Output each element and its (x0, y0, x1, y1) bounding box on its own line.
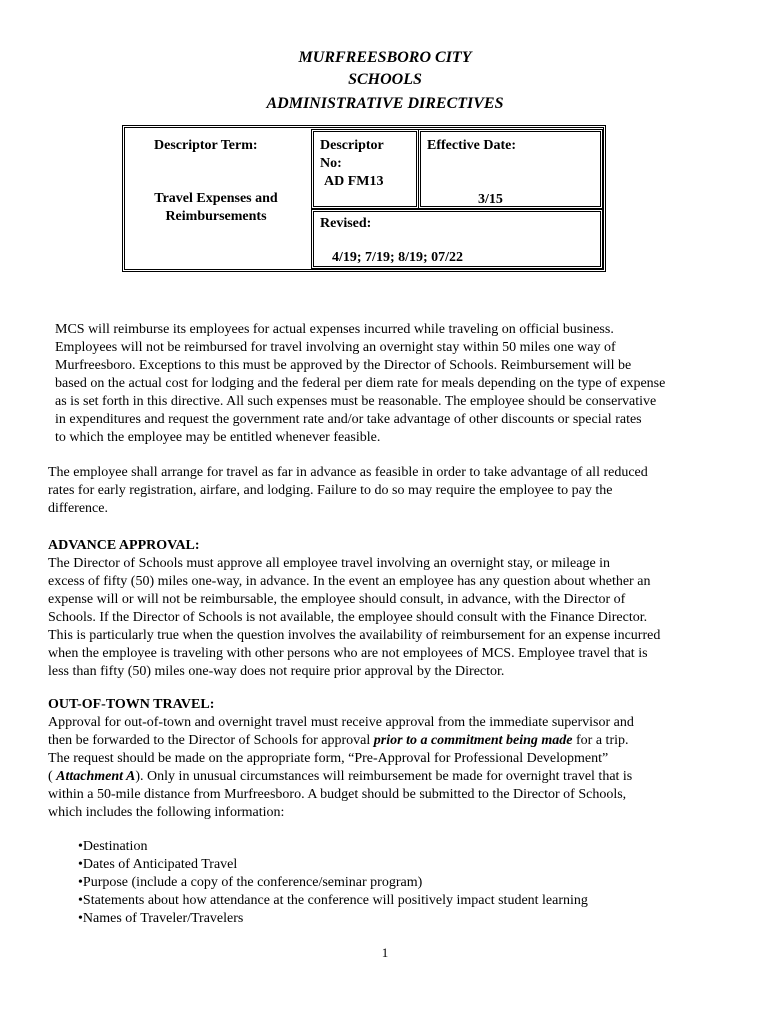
title-line-3: ADMINISTRATIVE DIRECTIVES (266, 95, 504, 112)
arrange-line: rates for early registration, airfare, and lodging. Failure to do so may require the employee to pay the (48, 483, 613, 498)
advance-line: less than fifty (50) miles one-way does not require prior approval by the Director. (48, 664, 505, 679)
intro-line: based on the actual cost for lodging and the federal per diem rate for meals depending on the type of expense (55, 376, 666, 391)
descriptor-term-line-2: Reimbursements (165, 209, 267, 224)
out-of-town-line-part: for a trip. (572, 733, 629, 748)
advance-approval-paragraph (48, 555, 684, 681)
arrange-line: difference. (48, 501, 108, 516)
list-item: • Dates of Anticipated Travel (78, 856, 588, 874)
out-of-town-line-part: ( (48, 769, 57, 784)
list-item: • Destination (78, 838, 588, 856)
descriptor-term-label: Descriptor Term: (154, 138, 258, 153)
out-of-town-line: within a 50-mile distance from Murfreesboro. A budget should be submitted to the Director of Schools, (48, 787, 627, 802)
descriptor-no-value: AD FM13 (324, 174, 384, 189)
descriptor-no-label-2: No: (320, 156, 342, 171)
intro-line: as is set forth in this directive. All such expenses must be reasonable. The employee should be conservative (55, 394, 657, 409)
prior-commitment-emphasis: prior to a commitment being made (373, 733, 573, 748)
advance-line: The Director of Schools must approve all employee travel involving an overnight stay, or mileage in (48, 556, 611, 571)
out-of-town-line-part: ). Only in unusual circumstances will reimbursement be made for overnight travel that is (135, 769, 633, 784)
descriptor-term-line-1: Travel Expenses and (154, 191, 278, 206)
out-of-town-line (48, 732, 687, 750)
title-line-2: SCHOOLS (348, 71, 422, 88)
intro-line: Employees will not be reimbursed for travel involving an overnight stay within 50 miles one way of (55, 340, 616, 355)
effective-date-label: Effective Date: (427, 138, 517, 153)
descriptor-no-label-1: Descriptor (320, 138, 384, 153)
attachment-a-reference: Attachment A (56, 769, 136, 784)
revised-value: 4/19; 7/19; 8/19; 07/22 (332, 250, 464, 265)
list-item: • Names of Traveler/Travelers (78, 910, 588, 928)
advance-line: This is particularly true when the question involves the availability of reimbursement for an expense incurred (48, 628, 661, 643)
intro-paragraph (55, 321, 688, 447)
advance-line: Schools. If the Director of Schools is not available, the employee should consult with the Finance Director. (48, 610, 648, 625)
out-of-town-paragraph (48, 714, 687, 822)
advance-line: expense will or will not be reimbursable, the employee should consult, in advance, with the Director of (48, 592, 626, 607)
page-number: 1 (381, 945, 389, 960)
arrange-line: The employee shall arrange for travel as far in advance as feasible in order to take advantage of all reduced (48, 465, 648, 480)
advance-line: when the employee is traveling with other persons who are not employees of MCS. Employee travel that is (48, 646, 648, 661)
out-of-town-line: which includes the following information: (48, 805, 285, 820)
list-item: • Purpose (include a copy of the conference/seminar program) (78, 874, 588, 892)
intro-line: in expenditures and request the government rate and/or take advantage of other discounts or special rates (55, 412, 642, 427)
out-of-town-line: Approval for out-of-town and overnight travel must receive approval from the immediate supervisor and (48, 715, 634, 730)
out-of-town-line (48, 768, 687, 786)
out-of-town-line: The request should be made on the appropriate form, “Pre-Approval for Professional Development” (48, 751, 609, 766)
intro-line: Murfreesboro. Exceptions to this must be approved by the Director of Schools. Reimbursement will be (55, 358, 632, 373)
descriptor-no-cell (311, 129, 419, 209)
intro-line: MCS will reimburse its employees for actual expenses incurred while traveling on official business. (55, 322, 614, 337)
advance-approval-heading: ADVANCE APPROVAL: (48, 538, 200, 553)
intro-line: to which the employee may be entitled whenever feasible. (55, 430, 381, 445)
effective-date-value: 3/15 (478, 192, 503, 207)
arrange-paragraph (48, 464, 689, 518)
advance-line: excess of fifty (50) miles one-way, in advance. In the event an employee has any question about whether an (48, 574, 651, 589)
revised-label: Revised: (320, 216, 372, 231)
out-of-town-heading: OUT-OF-TOWN TRAVEL: (48, 697, 215, 712)
title-line-1: MURFREESBORO CITY (298, 49, 472, 66)
out-of-town-line-part: then be forwarded to the Director of Schools for approval (48, 733, 374, 748)
effective-date-cell (418, 129, 603, 209)
revised-cell (311, 209, 603, 269)
budget-info-list (78, 838, 588, 928)
list-item: • Statements about how attendance at the conference will positively impact student learning (78, 892, 588, 910)
